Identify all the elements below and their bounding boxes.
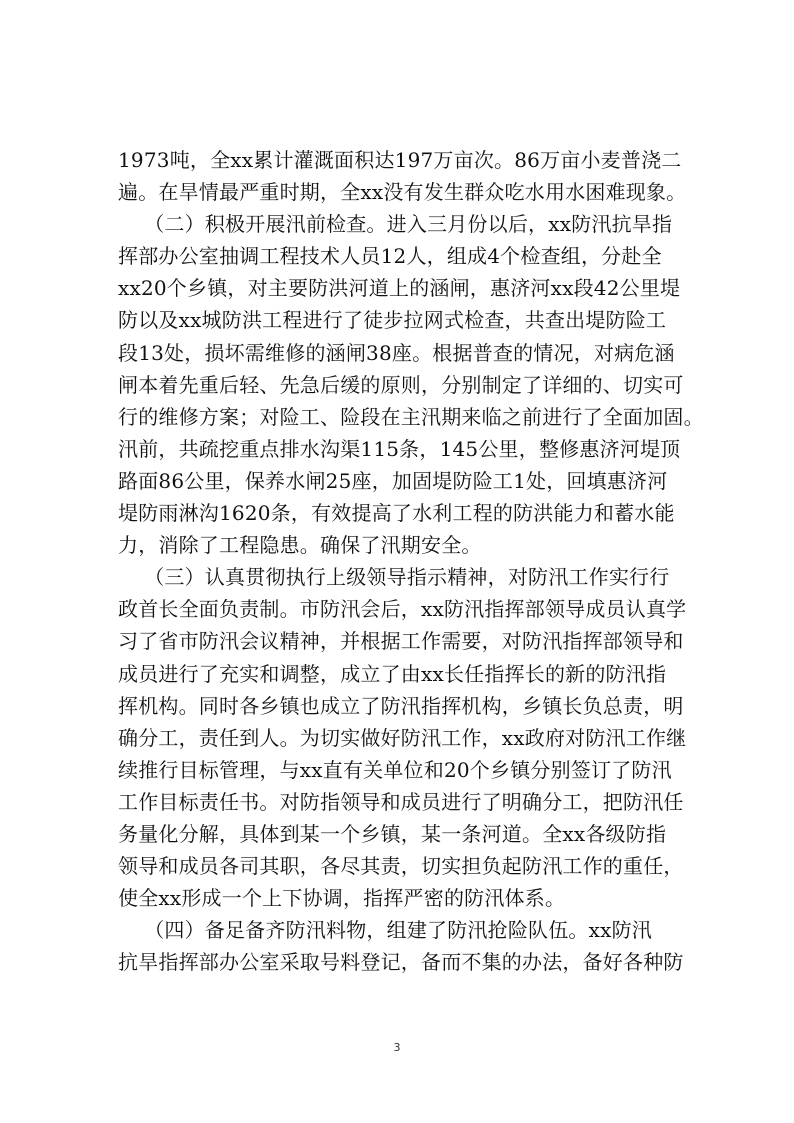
text-line: 务量化分解，具体到某一个乡镇，某一条河道。全xx各级防指 [118, 821, 667, 846]
text-line: 1973吨，全xx累计灌溉面积达197万亩次。86万亩小麦普浇二 [118, 148, 682, 172]
text-line: 挥机构。同时各乡镇也成立了防汛指挥机构，乡镇长负总责，明 [118, 693, 684, 718]
text-line: （二）积极开展汛前检查。进入三月份以后，xx防汛抗旱指 [118, 212, 673, 237]
text-line: 力，消除了工程隐患。确保了汛期安全。 [118, 533, 482, 558]
text-line: 习了省市防汛会议精神，并根据工作需要，对防汛指挥部领导和 [118, 629, 684, 654]
text-line: 政首长全面负责制。市防汛会后，xx防汛指挥部领导成员认真学 [118, 597, 687, 622]
body-text [118, 144, 704, 978]
text-line: xx20个乡镇，对主要防洪河道上的涵闸，惠济河xx段42公里堤 [118, 276, 681, 301]
text-line: 段13处，损坏需维修的涵闸38座。根据普查的情况，对病危涵 [118, 340, 675, 365]
text-line: 挥部办公室抽调工程技术人员12人，组成4个检查组，分赴全 [118, 244, 662, 269]
text-line: 行的维修方案；对险工、险段在主汛期来临之前进行了全面加固。 [118, 404, 704, 429]
text-line: 成员进行了充实和调整，成立了由xx长任指挥长的新的防汛指 [118, 661, 667, 686]
text-line: 确分工，责任到人。为切实做好防汛工作，xx政府对防汛工作继 [118, 725, 687, 750]
text-line: 闸本着先重后轻、先急后缓的原则，分别制定了详细的、切实可 [118, 372, 684, 397]
text-line: 遍。在旱情最严重时期，全xx没有发生群众吃水用水困难现象。 [118, 180, 687, 205]
page-number: 3 [393, 1041, 401, 1054]
text-line: 防以及xx城防洪工程进行了徒步拉网式检查，共查出堤防险工 [118, 308, 667, 333]
text-line: 工作目标责任书。对防指领导和成员进行了明确分工，把防汛任 [118, 789, 684, 814]
text-line: 路面86公里，保养水闸25座，加固堤防险工1处，回填惠济河 [118, 468, 668, 493]
text-line: 抗旱指挥部办公室采取号料登记，备而不集的办法，备好各种防 [118, 950, 684, 975]
text-line: （四）备足备齐防汛料物，组建了防汛抢险队伍。xx防汛 [118, 918, 652, 943]
text-line: 使全xx形成一个上下协调，指挥严密的防汛体系。 [118, 886, 566, 911]
text-line: 汛前，共疏挖重点排水沟渠115条，145公里，整修惠济河堤顶 [118, 436, 681, 461]
text-line: 续推行目标管理，与xx直有关单位和20个乡镇分别签订了防汛 [118, 757, 672, 782]
text-line: 领导和成员各司其职，各尽其责，切实担负起防汛工作的重任， [118, 854, 684, 879]
text-line: （三）认真贯彻执行上级领导指示精神，对防汛工作实行行 [118, 565, 670, 590]
text-line: 堤防雨淋沟1620条，有效提高了水利工程的防洪能力和蓄水能 [118, 501, 675, 526]
